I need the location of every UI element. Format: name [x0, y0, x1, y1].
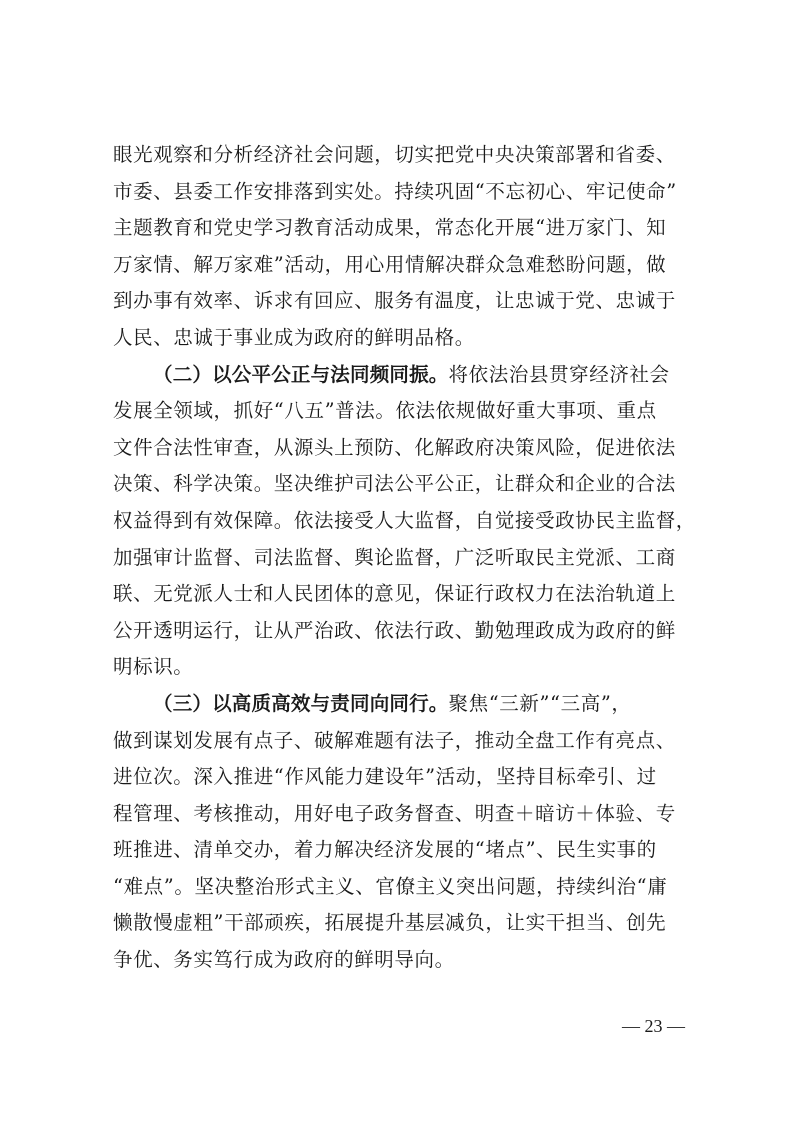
text-line: 万家情、解万家难”活动，用心用情解决群众急难愁盼问题，做 [113, 252, 667, 276]
paragraph-2 [113, 357, 698, 686]
text-line: 联、无党派人士和人民团体的意见，保证行政权力在法治轨道上 [113, 582, 676, 606]
document-body [113, 137, 698, 979]
text-line: 文件合法性审查，从源头上预防、化解政府决策风险，促进依法 [113, 435, 676, 459]
text-line: 争优、务实笃行成为政府的鲜明导向。 [113, 948, 455, 972]
text-line: 权益得到有效保障。依法接受人大监督，自觉接受政协民主监督， [113, 508, 696, 532]
text-line: 市委、县委工作安排落到实处。持续巩固“不忘初心、牢记使命” [113, 179, 677, 203]
text-line: 进位次。深入推进“作风能力建设年”活动，坚持目标牵引、过 [113, 765, 657, 789]
paragraph-1 [113, 137, 698, 357]
text-line: 加强审计监督、司法监督、舆论监督，广泛听取民主党派、工商 [113, 545, 676, 569]
text-segment: 聚焦“三新”“三高”， [448, 691, 632, 715]
text-line: 懒散慢虚粗”干部顽疾，拓展提升基层减负，让实干担当、创先 [113, 911, 667, 935]
text-line: 班推进、清单交办，着力解决经济发展的“堵点”、民生实事的 [113, 838, 657, 862]
text-line: 明标识。 [113, 655, 194, 679]
text-line: 做到谋划发展有点子、破解难题有法子，推动全盘工作有亮点、 [113, 728, 676, 752]
paragraph-3 [113, 686, 698, 979]
text-line: “难点”。坚决整治形式主义、官僚主义突出问题，持续纠治“庸 [113, 874, 668, 898]
text-line-first [113, 686, 698, 723]
text-segment: 将依法治县贯穿经济社会 [448, 362, 670, 386]
text-line: 公开透明运行，让从严治政、依法行政、勤勉理政成为政府的鲜 [113, 618, 676, 642]
page-number: — 23 — [622, 1016, 685, 1036]
section-heading-2: （二）以公平公正与法同频同振。 [153, 362, 449, 386]
text-line: 决策、科学决策。坚决维护司法公平公正，让群众和企业的合法 [113, 472, 676, 496]
text-line: 主题教育和党史学习教育活动成果，常态化开展“进万家门、知 [113, 216, 667, 240]
text-line: 人民、忠诚于事业成为政府的鲜明品格。 [113, 325, 475, 349]
text-line: 到办事有效率、诉求有回应、服务有温度，让忠诚于党、忠诚于 [113, 289, 676, 313]
text-line: 程管理、考核推动，用好电子政务督查、明查＋暗访＋体验、专 [113, 801, 676, 825]
text-line: 发展全领域，抓好“八五”普法。依法依规做好重大事项、重点 [113, 399, 657, 423]
text-line-first [113, 357, 698, 394]
section-heading-3: （三）以高质高效与责同向同行。 [153, 691, 449, 715]
text-line: 眼光观察和分析经济社会问题，切实把党中央决策部署和省委、 [113, 143, 676, 166]
